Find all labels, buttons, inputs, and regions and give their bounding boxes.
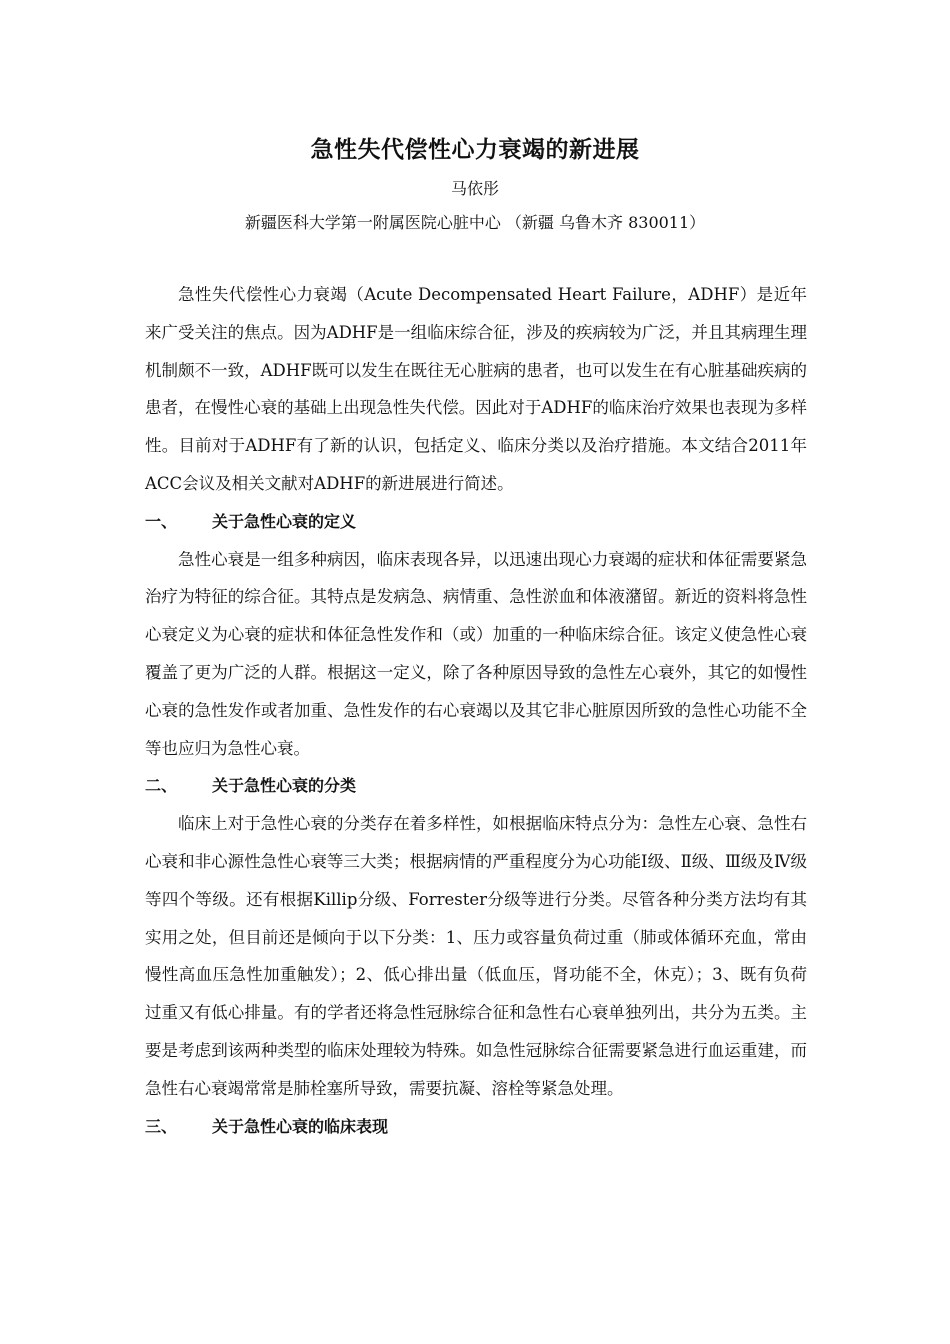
section-number: 二、	[145, 776, 178, 796]
section-heading-1	[145, 503, 807, 541]
affiliation: 新疆医科大学第一附属医院心脏中心 （新疆 乌鲁木齐 830011）	[244, 213, 706, 232]
author: 马依彤	[450, 179, 499, 198]
section-number: 一、	[145, 511, 178, 531]
document-body	[145, 276, 807, 1145]
section-heading-2	[145, 767, 807, 805]
section-title: 关于急性心衰的定义	[212, 511, 357, 531]
section-title: 关于急性心衰的临床表现	[212, 1116, 389, 1136]
section-paragraph-2: 临床上对于急性心衰的分类存在着多样性，如根据临床特点分为：急性左心衰、急性右心衰和非心源性急性心衰等三大类；根据病情的严重程度分为心功能Ⅰ级、Ⅱ级、Ⅲ级及Ⅳ级等四个等级。还有根据Killip分级、Forrester分级等进行分类。尽管各种分类方法均有其实用之处，但目前还是倾向于以下分类：1、压力或容量负荷过重（肺或体循环充血，常由慢性高血压急性加重触发）；2、低心排出量（低血压，肾功能不全，休克）；3、既有负荷过重又有低心排量。有的学者还将急性冠脉综合征和急性右心衰单独列出，共分为五类。主要是考虑到该两种类型的临床处理较为特殊。如急性冠脉综合征需要紧急进行血运重建，而急性右心衰竭常常是肺栓塞所导致，需要抗凝、溶栓等紧急处理。	[145, 814, 807, 1098]
section-title: 关于急性心衰的分类	[212, 776, 357, 796]
section-number: 三、	[145, 1116, 178, 1136]
section-paragraph-1: 急性心衰是一组多种病因，临床表现各异，以迅速出现心力衰竭的症状和体征需要紧急治疗为特征的综合征。其特点是发病急、病情重、急性淤血和体液潴留。新近的资料将急性心衰定义为心衰的症状和体征急性发作和（或）加重的一种临床综合征。该定义使急性心衰覆盖了更为广泛的人群。根据这一定义，除了各种原因导致的急性左心衰外，其它的如慢性心衰的急性发作或者加重、急性发作的右心衰竭以及其它非心脏原因所致的急性心功能不全等也应归为急性心衰。	[145, 549, 807, 758]
document-title: 急性失代偿性心力衰竭的新进展	[310, 137, 640, 163]
section-heading-3	[145, 1108, 807, 1146]
intro-paragraph: 急性失代偿性心力衰竭（Acute Decompensated Heart Failure，ADHF）是近年来广受关注的焦点。因为ADHF是一组临床综合征，涉及的疾病较为广泛，并且其病理生理机制颇不一致，ADHF既可以发生在既往无心脏病的患者，也可以发生在有心脏基础疾病的患者，在慢性心衰的基础上出现急性失代偿。因此对于ADHF的临床治疗效果也表现为多样性。目前对于ADHF有了新的认识，包括定义、临床分类以及治疗措施。本文结合2011年ACC会议及相关文献对ADHF的新进展进行简述。	[145, 285, 807, 493]
